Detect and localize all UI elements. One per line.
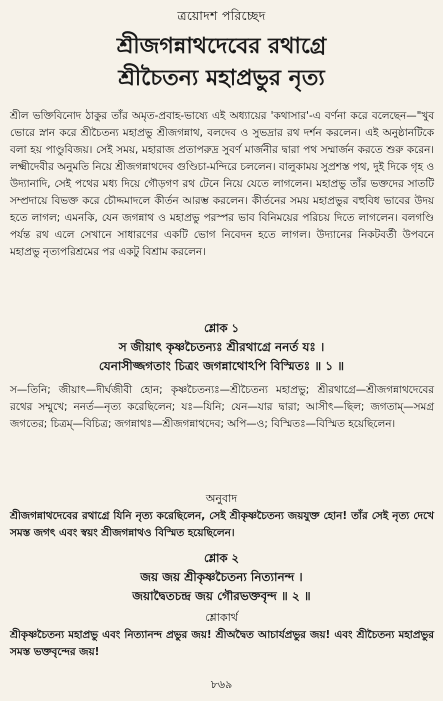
verse-1-word-meaning: স—তিনি; জীয়াৎ—দীর্ঘজীবী হোন; কৃষ্ণচৈতন্যঃ—শ্রীচৈতন্য মহাপ্রভু; শ্রীরথাগ্রে—শ্রীজগন্নাথদেবের রথের সম্মুখে; ননর্ত—নৃত্য করেছিলেন; যঃ—যিনি; যেন—যার দ্বারা; আসীৎ—ছিল; জগতাম্—সমগ্র জগতের; চিত্রম্—বিচিত্র; জগন্নাথঃ—শ্রীজগন্নাথদেব; অপি—ও; বিস্মিতঃ—বিস্মিত হয়েছিলেন। — [10, 384, 434, 430]
intro-paragraph: শ্রীল ভক্তিবিনোদ ঠাকুর তাঁর অমৃত-প্রবাহ-ভাষ্যে এই অধ্যায়ের 'কথাসার'-এ বর্ণনা করে বলেছেন—"খুব ভোরে স্নান করে শ্রীচৈতন্য মহাপ্রভু শ্রীজগন্নাথ, বলদেব ও সুভদ্রার রথ দর্শন করলেন। এই অনুষ্ঠানটিকে বলা হয় পাণ্ডুবিজয়। সেই সময়, মহারাজ প্রতাপরুদ্র সুবর্ণ মার্জনীর দ্বারা পথ সম্মার্জন করতে শুরু করেন। লক্ষ্মীদেবীর অনুমতি নিয়ে শ্রীজগন্নাথদেব গুণ্ডিচা-মন্দিরে চললেন। বালুকাময় সুপ্রশস্ত পথ, দুই দিকে গৃহ ও উদ্যানাদি, সেই পথের মধ্য দিয়ে গৌড়গণ রথ টেনে নিয়ে যেতে লাগলেন। মহাপ্রভু তাঁর ভক্তদের সাতটি সম্প্রদায়ে বিভক্ত করে চৌদ্দমাদলে কীর্তন আরম্ভ করলেন। কীর্তনের সময় মহাপ্রভুর বহুবিধ ভাবের উদয় হতে লাগল; এমনকি, যেন জগন্নাথ ও মহাপ্রভু পরস্পর ভাব বিনিময়ের পরিচয় দিতে লাগলেন। বলগণ্ডি পর্যন্ত রথ এলে সেখানে সাধারণের একটি ভোগ নিবেদন হতে লাগল। উদ্যানের নিকটবর্তী উপবনে মহাপ্রভু নৃত্যপরিশ্রমের পর একটু বিশ্রাম করলেন। — [10, 110, 434, 258]
verse-2-translation: শ্রীকৃষ্ণচৈতন্য মহাপ্রভু এবং নিত্যানন্দ প্রভুর জয়! শ্রীঅদ্বৈত আচার্যপ্রভুর জয়! এবং শ্রীচৈতন্য মহাপ্রভুর সমস্ত ভক্তবৃন্দের জয়! — [10, 629, 434, 658]
verse-1-translation-heading: অনুবাদ — [205, 492, 238, 505]
verse-1-line-1: স জীয়াৎ কৃষ্ণচৈতন্যঃ শ্রীরথাগ্রে ননর্ত যঃ । — [118, 340, 325, 354]
page-number: ৮৬৯ — [210, 678, 233, 691]
verse-2-line-1: জয় জয় শ্রীকৃষ্ণচৈতন্য নিত্যানন্দ । — [140, 570, 303, 584]
verse-1-heading: শ্লোক ১ — [203, 321, 240, 335]
verse-2-heading: শ্লোক ২ — [203, 551, 240, 565]
verse-1-translation: শ্রীজগন্নাথদেবের রথাগ্রে যিনি নৃত্য করেছিলেন, সেই শ্রীকৃষ্ণচৈতন্য জয়যুক্ত হোন! তাঁর সেই নৃত্য দেখে সমস্ত জগৎ এবং স্বয়ং শ্রীজগন্নাথও বিস্মিত হয়েছিলেন। — [10, 510, 434, 539]
chapter-title-line-2: শ্রীচৈতন্য মহাপ্রভুর নৃত্য — [118, 66, 325, 91]
chapter-title-line-1: শ্রীজগন্নাথদেবের রথাগ্রে — [116, 34, 327, 59]
verse-1-line-2: যেনাসীজ্জগতাং চিত্রং জগন্নাথোঽপি বিস্মিতঃ ॥ ১ ॥ — [98, 359, 345, 373]
verse-2-line-2: জয়াদ্বৈতচন্দ্র জয় গৌরভক্তবৃন্দ ॥ ২ ॥ — [132, 589, 311, 603]
verse-2-translation-heading: শ্লোকার্থ — [205, 611, 238, 624]
chapter-heading: ত্রয়োদশ পরিচ্ছেদ — [177, 8, 266, 23]
